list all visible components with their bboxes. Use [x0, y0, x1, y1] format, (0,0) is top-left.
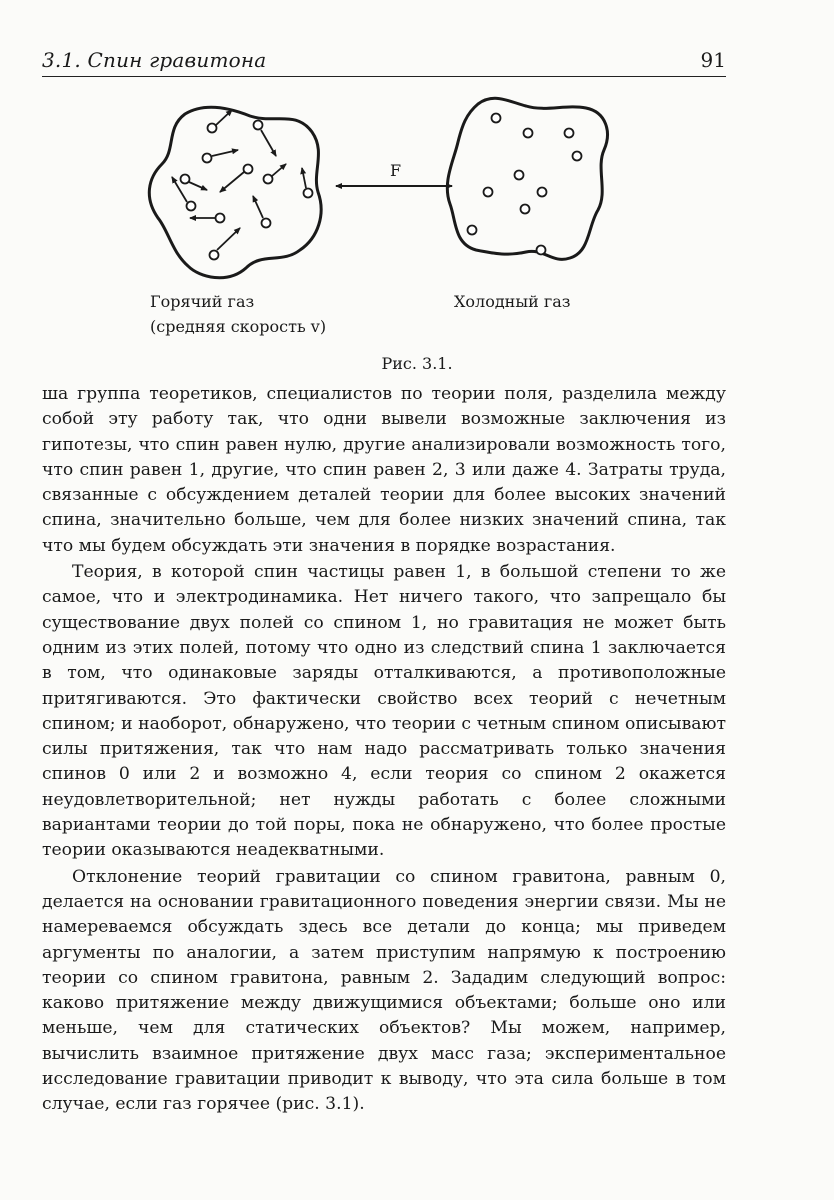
cold-gas-label: Холодный газ — [454, 292, 571, 311]
page-number: 91 — [700, 48, 726, 72]
figure-3-1 — [0, 80, 834, 380]
body-text — [42, 382, 726, 1118]
figure-caption: Рис. 3.1. — [381, 354, 453, 373]
running-head — [42, 46, 726, 77]
section-title: 3.1. Спин гравитона — [42, 48, 267, 72]
hot-gas-molecules — [172, 110, 313, 260]
cold-gas-molecules — [468, 114, 582, 255]
hot-gas-blob — [149, 107, 321, 277]
paragraph: ша группа теоретиков, специалистов по теории поля, разделила между собой эту работу так, что одни вывели возможные заключения из гипотезы, что спин равен нулю, другие анализировали возможность того, что спин равен 1, другие, что спин равен 2, 3 или даже 4. Затраты труда, связанные с обсуждением деталей теории для более высоких значений спина, значительно больше, чем для более низких значений спина, так что мы будем обсуждать эти значения в порядке возрастания. — [42, 384, 726, 556]
hot-gas-label: Горячий газ — [150, 292, 255, 311]
force-label: F — [390, 161, 402, 180]
paragraph: Теория, в которой спин частицы равен 1, в большой степени то же самое, что и электродинамика. Нет ничего такого, что запрещало бы существование двух полей со спином 1, но гравитация не может быть одним из этих полей, потому что одно из следствий спина 1 заключается в том, что одинаковые заряды отталкиваются, а противоположные притягиваются. Это фактически свойство всех теорий с нечетным спином; и наоборот, обнаружено, что теории с четным спином описывают силы притяжения, так что нам надо рассматривать только значения спинов 0 или 2 и возможно 4, если теория со спином 2 окажется неудовлетворительной; нет нужды работать с более сложными вариантами теории до той поры, пока не обнаружено, что более простые теории оказываются неадекватными. — [42, 562, 726, 861]
hot-gas-speed-label: (средняя скорость v) — [150, 317, 327, 336]
paragraph: Отклонение теорий гравитации со спином гравитона, равным 0, делается на основании гравитационного поведения энергии связи. Мы не намереваемся обсуждать здесь все детали до конца; мы приведем аргументы по аналогии, а затем приступим напрямую к построению теории со спином гравитона, равным 2. Зададим следующий вопрос: каково притяжение между движущимися объектами; больше оно или меньше, чем для статических объектов? Мы можем, например, вычислить взаимное притяжение двух масс газа; экспериментальное исследование гравитации приводит к выводу, что эта сила больше в том случае, если газ горячее (рис. 3.1). — [42, 866, 726, 1115]
